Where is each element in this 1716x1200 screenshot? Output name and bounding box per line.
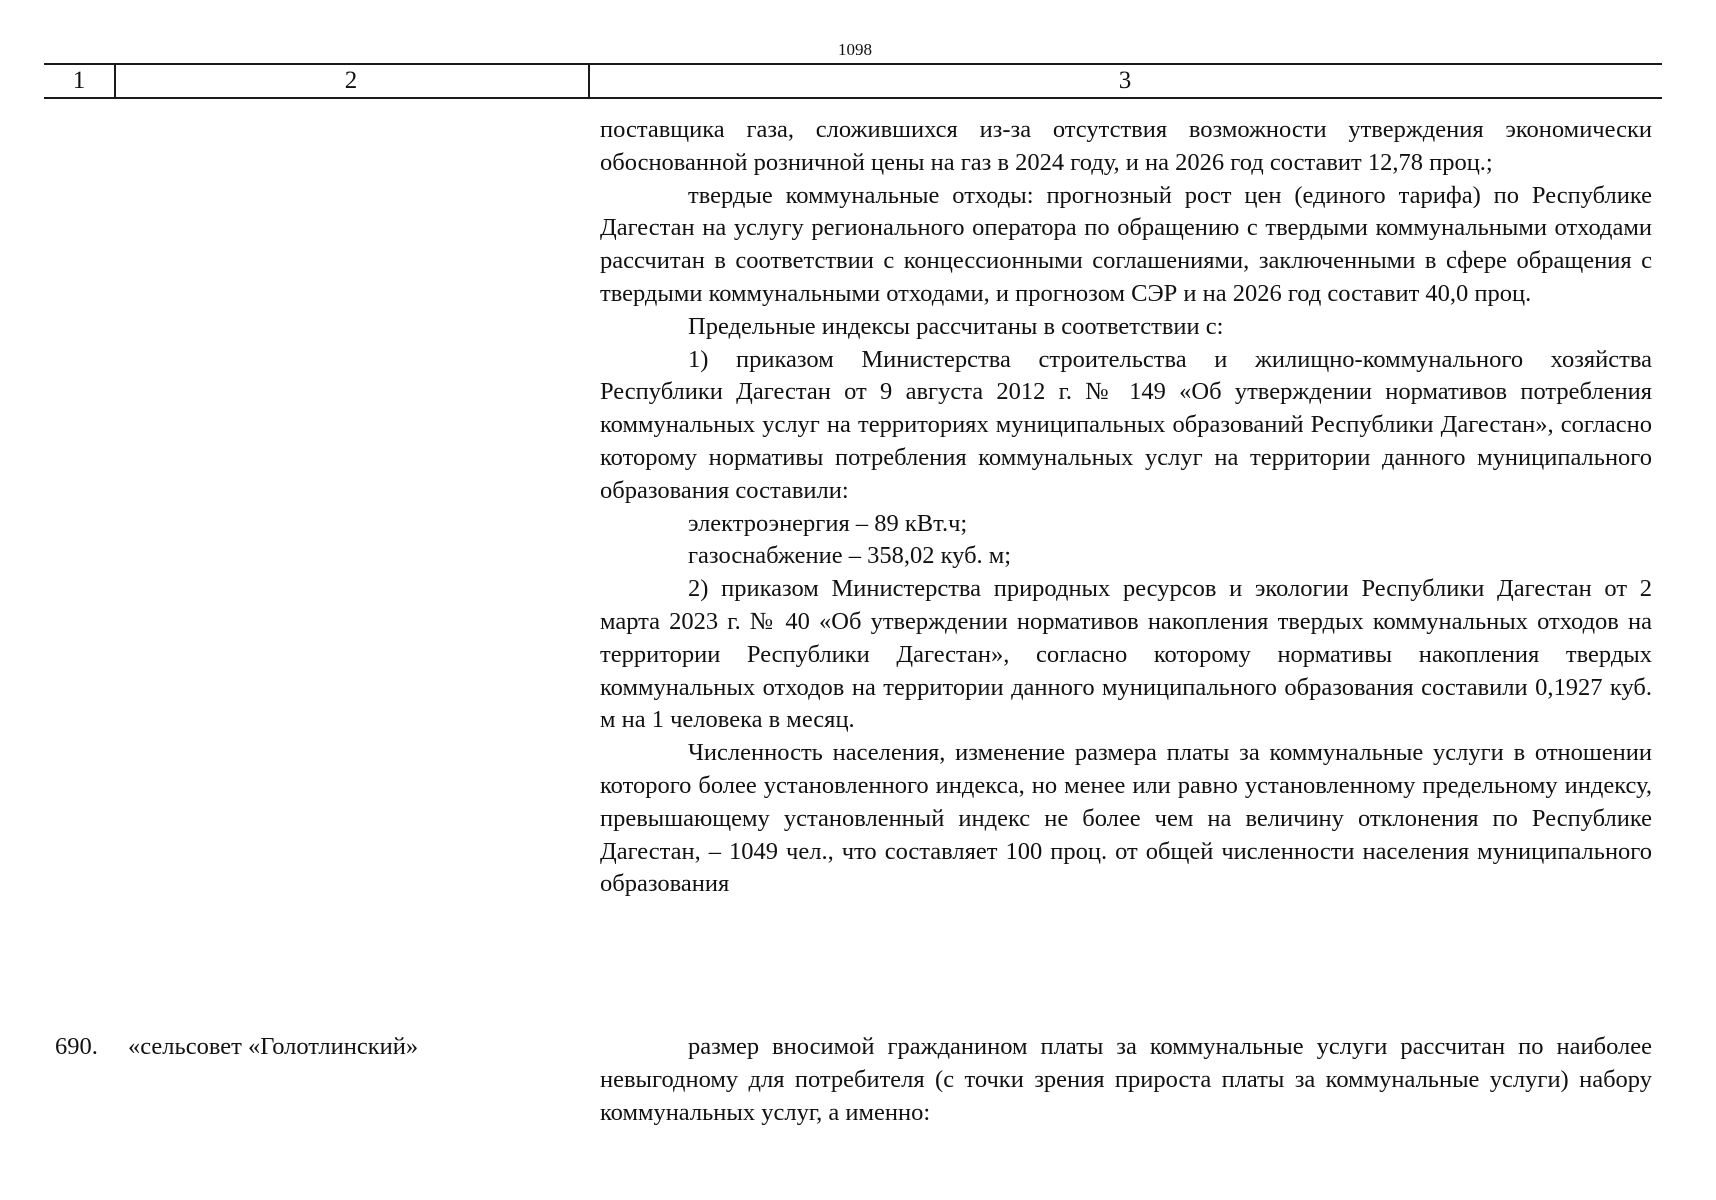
paragraph-gas-supplier: поставщика газа, сложившихся из-за отсутствия возможности утверждения экономически обоснованной розничной цены на газ в 2024 году, и на 2026 год составит 12,78 проц.;: [600, 116, 1652, 176]
header-bottom-rule: [44, 97, 1662, 99]
paragraph-fee-calculation: размер вносимой гражданином платы за коммунальные услуги рассчитан по наиболее невыгодному для потребителя (с точки зрения прироста платы за коммунальные услуги) набору коммунальных услуг, а именно:: [600, 1033, 1652, 1126]
page-number: 1098: [838, 40, 872, 59]
paragraph-gas-supply: газоснабжение – 358,02 куб. м;: [688, 542, 1012, 570]
header-col-2: 2: [344, 67, 358, 94]
paragraph-order-149: 1) приказом Министерства строительства и жилищно-коммунального хозяйства Республики Дагестан от 9 августа 2012 г. № 149 «Об утверждении нормативов потребления коммунальных услуг на территориях муниципальных образований Республики Дагестан», согласно которому нормативы потребления коммунальных услуг на территории данного муниципального образования составили:: [600, 345, 1652, 504]
header-col-1: 1: [72, 67, 86, 94]
paragraph-population: Численность населения, изменение размера платы за коммунальные услуги в отношении которого более установленного индекса, но менее или равно установленному предельному индексу, превышающему установленный индекс не более чем на величину отклонения по Республике Дагестан, – 1049 чел., что составляет 100 проц. от общей численности населения муниципального образования: [600, 739, 1652, 898]
paragraph-indexes-intro: Предельные индексы рассчитаны в соответствии с:: [688, 312, 1224, 340]
header-top-rule: [44, 63, 1662, 65]
entry-number: 690.: [55, 1033, 98, 1060]
paragraph-order-40: 2) приказом Министерства природных ресурсов и экологии Республики Дагестан от 2 марта 2023 г. № 40 «Об утверждении нормативов накопления твердых коммунальных отходов на территории Республики Дагестан», согласно которому нормативы накопления твердых коммунальных отходов на территории данного муниципального образования составили 0,1927 куб. м на 1 человека в месяц.: [600, 575, 1652, 734]
paragraph-electricity: электроэнергия – 89 кВт.ч;: [688, 509, 968, 537]
header-col-3: 3: [1118, 67, 1132, 94]
entry-description: [600, 1031, 1652, 1129]
entry-municipality-name: «сельсовет «Голотлинский»: [128, 1033, 419, 1060]
paragraph-solid-waste: твердые коммунальные отходы: прогнозный рост цен (единого тарифа) по Республике Дагестан на услугу регионального оператора по обращению с твердыми коммунальными отходами рассчитан в соответствии с концессионными соглашениями, заключенными в сфере обращения с твердыми коммунальными отходами, и прогнозом СЭР и на 2026 год составит 40,0 проц.: [600, 181, 1652, 307]
continued-description: [600, 114, 1652, 901]
